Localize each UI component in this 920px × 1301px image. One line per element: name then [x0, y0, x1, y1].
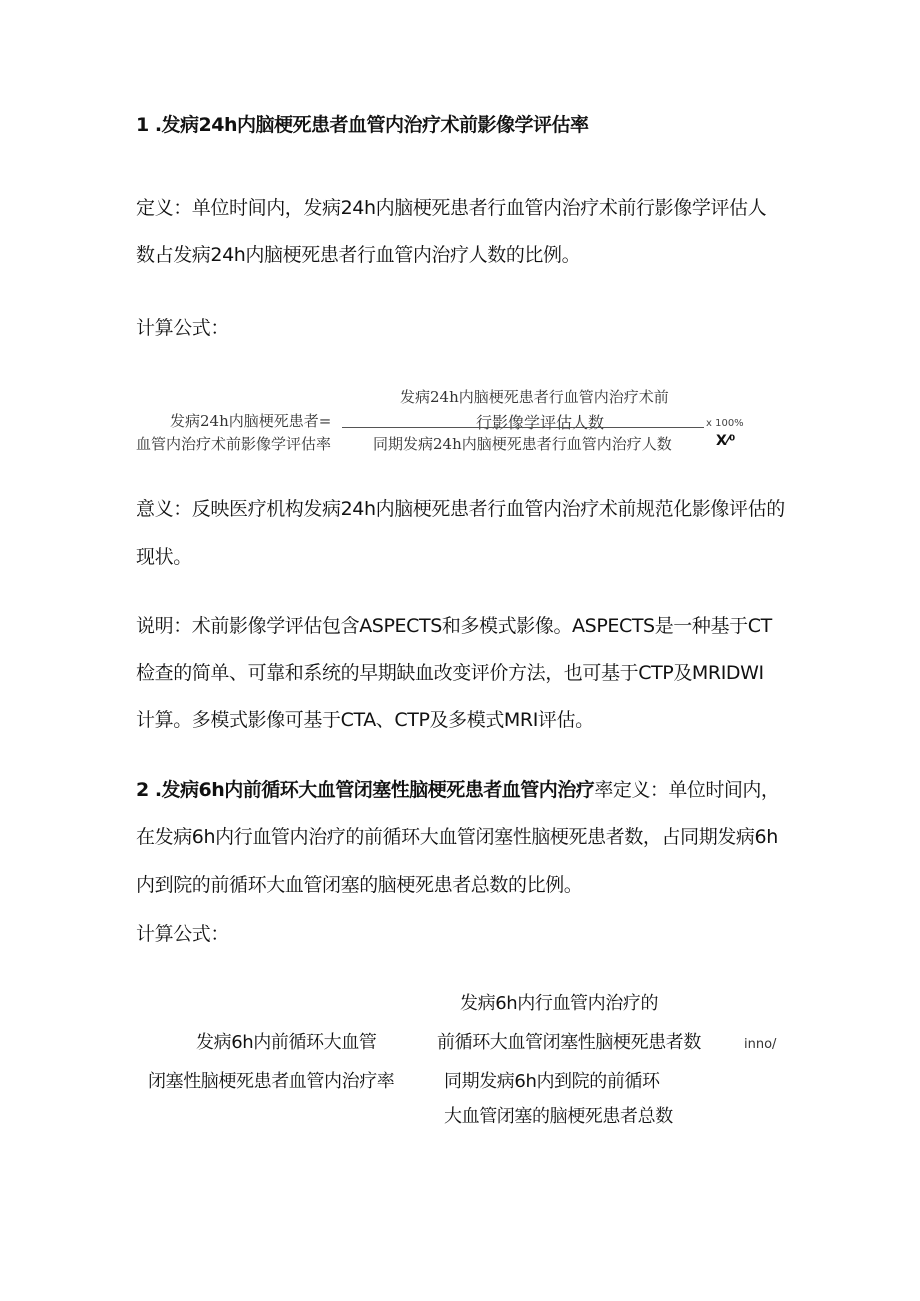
formula-2-denominator-line-2: 大血管闭塞的脑梗死患者总数: [444, 1106, 673, 1127]
section-2-definition-line-2: 在发病6h内行血管内治疗的前循环大血管闭塞性脑梗死患者数，占同期发病6h: [136, 826, 778, 848]
formula-2-numerator-line-2: 前循环大血管闭塞性脑梗死患者数: [437, 1032, 701, 1053]
formula-1-fraction-bar: [342, 427, 704, 428]
section-1-note-line-3: 计算。多模式影像可基于CTA、CTP及多模式MRI评估。: [136, 709, 594, 731]
section-2-heading-rest: 率定义：单位时间内，: [594, 779, 780, 801]
formula-1-numerator-line-2: 行影像学评估人数: [476, 413, 605, 432]
section-1-meaning-line-1: 意义：反映医疗机构发病24h内脑梗死患者行血管内治疗术前规范化影像评估的: [136, 498, 785, 520]
section-2-heading: [136, 775, 779, 802]
formula-2-lhs-line-2: 闭塞性脑梗死患者血管内治疗率: [148, 1071, 395, 1092]
section-2-formula-label: 计算公式：: [136, 923, 230, 945]
formula-1-denominator: 同期发病24h内脑梗死患者行血管内治疗人数: [373, 435, 672, 453]
section-1-note-line-2: 检查的简单、可靠和系统的早期缺血改变评价方法，也可基于CTP及MRIDWI: [136, 662, 764, 684]
section-1-note-line-1: 说明：术前影像学评估包含ASPECTS和多模式影像。ASPECTS是一种基于CT: [136, 615, 772, 637]
formula-1-times-100: x 100%: [706, 418, 744, 429]
section-1-meaning-line-2: 现状。: [136, 546, 192, 568]
formula-2-denominator-line-1: 同期发病6h内到院的前循环: [444, 1071, 660, 1092]
formula-1-lhs-line-2: 血管内治疗术前影像学评估率: [136, 435, 332, 453]
formula-2-numerator-line-1: 发病6h内行血管内治疗的: [460, 993, 659, 1014]
formula-2-tail: inno/: [744, 1037, 777, 1052]
formula-1-tail: X⁄⁰: [716, 433, 736, 449]
formula-1-numerator-line-1: 发病24h内脑梗死患者行血管内治疗术前: [400, 388, 669, 406]
section-2-heading-bold: 2 .发病6h内前循环大血管闭塞性脑梗死患者血管内治疗: [136, 779, 595, 801]
section-1-definition-line-2: 数占发病24h内脑梗死患者行血管内治疗人数的比例。: [136, 244, 581, 266]
formula-2-lhs-line-1: 发病6h内前循环大血管: [196, 1032, 377, 1053]
section-1-formula-label: 计算公式：: [136, 317, 230, 339]
section-1-definition-line-1: 定义：单位时间内，发病24h内脑梗死患者行血管内治疗术前行影像学评估人: [136, 197, 767, 219]
section-2-definition-line-3: 内到院的前循环大血管闭塞的脑梗死患者总数的比例。: [136, 874, 583, 896]
section-1-heading: 1 .发病24h内脑梗死患者血管内治疗术前影像学评估率: [136, 114, 589, 136]
formula-1-lhs-line-1: 发病24h内脑梗死患者=: [170, 412, 332, 430]
